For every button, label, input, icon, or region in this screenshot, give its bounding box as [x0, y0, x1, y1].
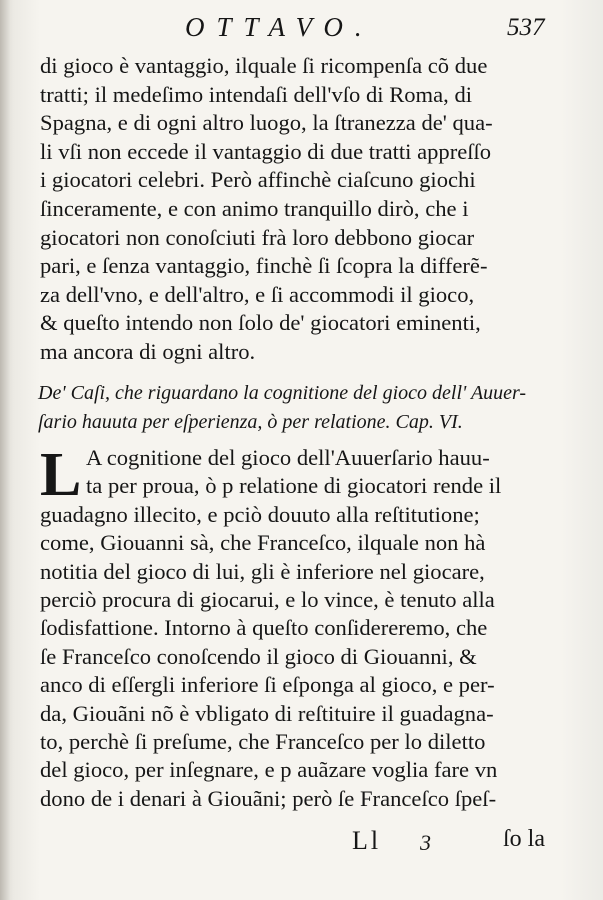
text-line: del gioco, per inſegnare, e p auãzare voglia fare vn: [40, 757, 498, 783]
text-line: da, Giouãni nõ è vbligato di reſtituire il guadagna-: [40, 700, 494, 726]
text-line: & queſto intendo non ſolo de' giocatori eminenti,: [40, 310, 481, 336]
section-heading: [38, 380, 594, 437]
body-text: [40, 52, 592, 367]
text-line: anco di eſſergli inferiore ſi eſponga al gioco, e per-: [40, 672, 495, 698]
text-line: Spagna, e di ogni altro luogo, la ſtranezza de' qua-: [40, 110, 493, 136]
text-line: perciò procura di giocarui, e lo vince, è tenuto alla: [40, 586, 495, 612]
text-line: i giocatori celebri. Però affinchè ciaſcuno giochi: [40, 167, 476, 193]
text-line: za dell'vno, e dell'altro, e ſi accommodi il gioco,: [40, 281, 475, 307]
text-line: giocatori non conoſciuti frà loro debbono giocar: [40, 224, 475, 250]
text-line: tratti; il medeſimo intendaſi dell'vſo di Roma, di: [40, 81, 473, 107]
page-number: 537: [507, 14, 545, 41]
drop-cap: L: [40, 441, 82, 509]
text-line: A cognitione del gioco dell'Auuerſario hauu-: [86, 445, 490, 470]
text-line: li vſi non eccede il vantaggio di due tratti appreſſo: [40, 138, 492, 164]
text-line: ſe Franceſco conoſcendo il gioco di Giouanni, &: [40, 643, 477, 669]
heading-line: De' Caſi, che riguardano la cognitione del gioco dell' Auuer-: [38, 382, 527, 404]
running-head: OTTAVO.: [185, 12, 374, 42]
heading-line: ſario hauuta per eſperienza, ò per relatione. Cap. VI.: [38, 410, 463, 433]
chapter-text: [40, 441, 592, 813]
text-line: ta per proua, ò p relatione di giocatori rende il: [86, 473, 502, 499]
text-line: ma ancora di ogni altro.: [40, 338, 256, 364]
text-line: pari, e ſenza vantaggio, finchè ſi ſcopra la differẽ-: [40, 253, 488, 279]
text-line: ſinceramente, e con animo tranquillo dirò, che i: [40, 195, 469, 221]
text-line: notitia del gioco di lui, gli è inferiore nel giocare,: [40, 558, 485, 584]
binding-shadow: [0, 0, 10, 900]
text-line: come, Giouanni sà, che Franceſco, ilquale non hà: [40, 530, 486, 556]
text-line: ſodisfattione. Intorno à queſto conſidereremo, che: [40, 615, 488, 641]
text-line: to, perchè ſi preſume, che Franceſco per lo diletto: [40, 728, 486, 754]
catchword: ſo la: [503, 826, 545, 852]
text-line: dono de i denari à Giouãni; però ſe Franceſco ſpeſ-: [40, 785, 497, 811]
signature-number: 3: [420, 830, 431, 855]
signature-mark: Ll: [352, 826, 382, 855]
page-header: [185, 12, 585, 46]
text-line: di gioco è vantaggio, ilquale ſi ricompenſa cõ due: [40, 53, 488, 78]
text-line: guadagno illecito, e pciò douuto alla reſtitutione;: [40, 501, 480, 527]
page-footer: [0, 822, 603, 862]
